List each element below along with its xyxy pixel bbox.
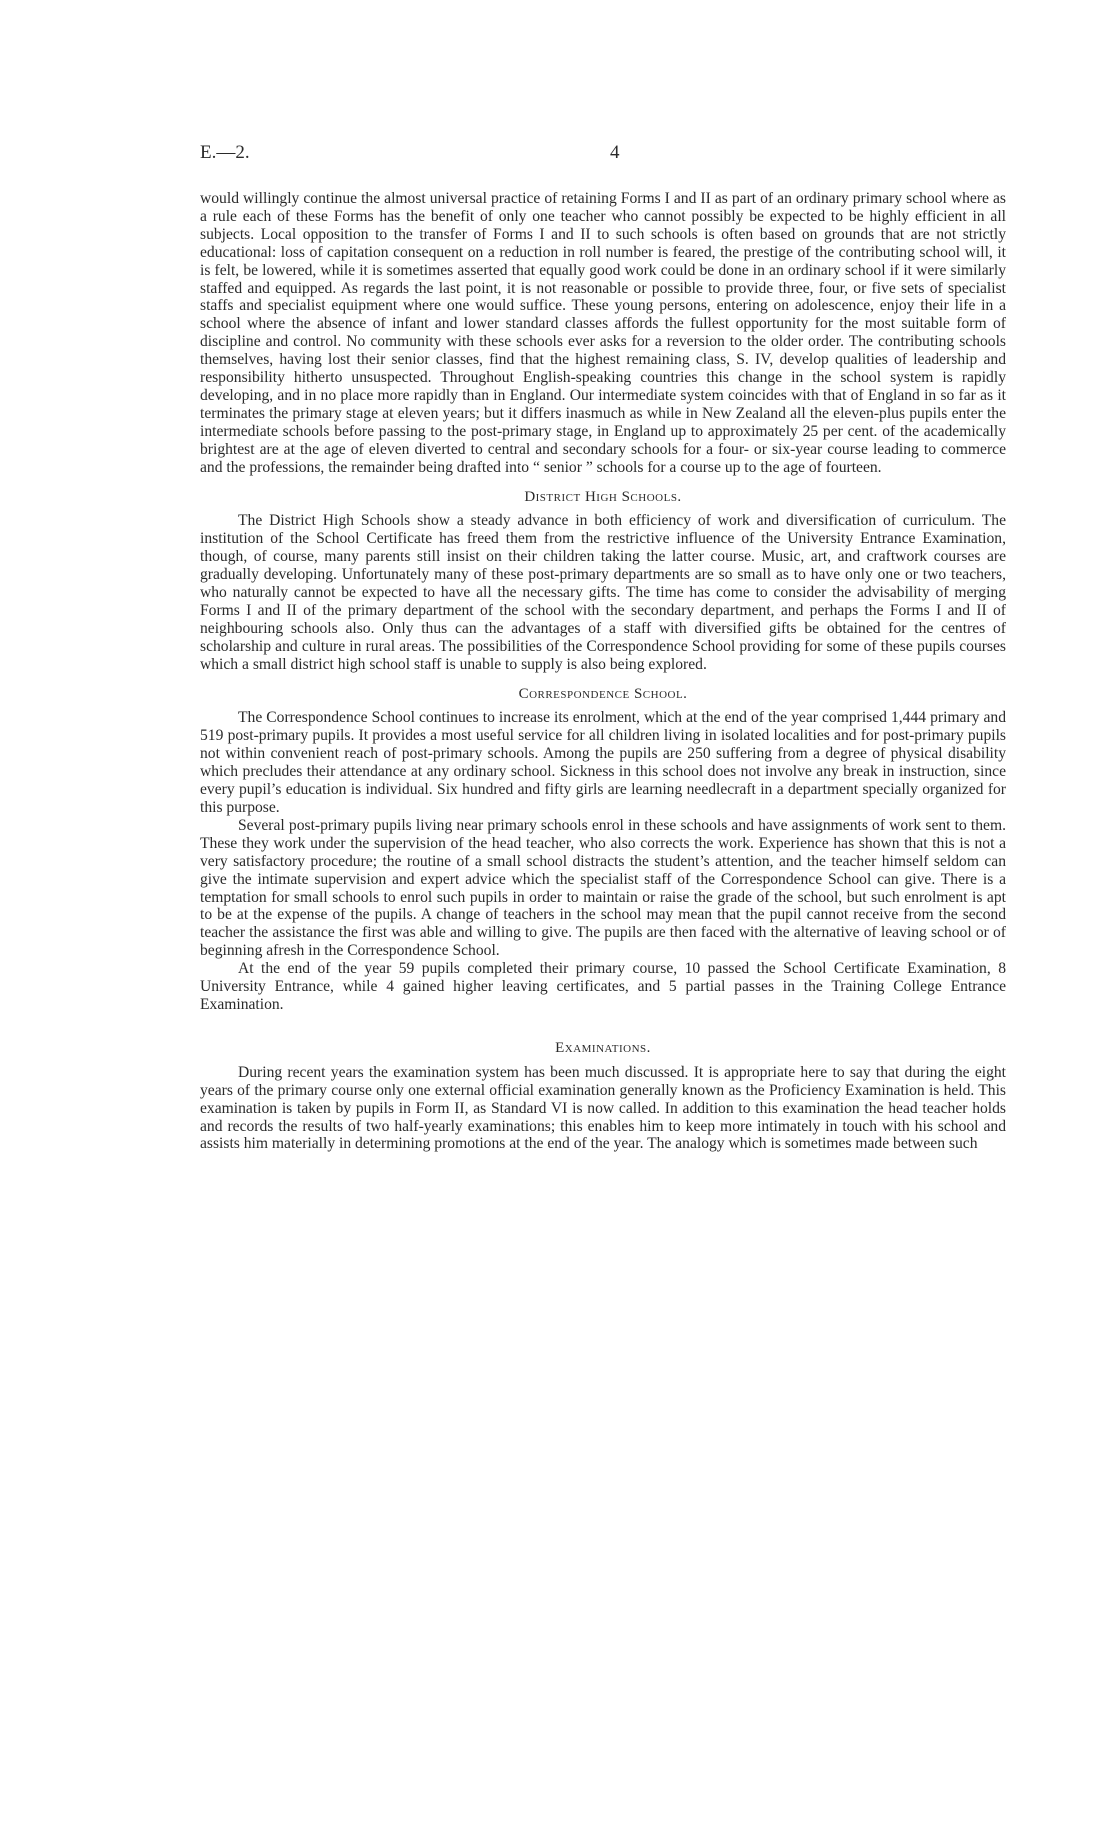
district-paragraph: The District High Schools show a steady advance in both efficiency of work and diversification of curriculum. The institution of the School Certificate has freed them from the restrictive influence of the University Entrance Examination, though, of course, many parents still insist on their children taking the latter course. Music, art, and craftwork courses are gradually developing. Unfortunately many of these post-primary departments are so small as to have only one or two teachers, who naturally cannot be expected to have all the necessary gifts. The time has come to consider the advisability of merging Forms I and II of the primary department of the school with the secondary department, and perhaps the Forms I and II of neighbouring schools also. Only thus can the advantages of a staff with diversified gifts be obtained for the centres of scholarship and culture in rural areas. The possibilities of the Correspondence School providing for some of these pupils courses which a small district high school staff is unable to supply is also being explored.	[200, 512, 1006, 673]
section-heading-correspondence-school: Correspondence School.	[518, 685, 688, 702]
section-heading-district-high-schools: District High Schools.	[524, 488, 682, 505]
intro-paragraph: would willingly continue the almost universal practice of retaining Forms I and II as part of an ordinary primary school where as a rule each of these Forms has the benefit of only one teacher who cannot possibly be expected to be highly efficient in all subjects. Local opposition to the transfer of Forms I and II to such schools is often based on grounds that are not strictly educational: loss of capitation consequent on a reduction in roll number is feared, the prestige of the contributing school will, it is felt, be lowered, while it is sometimes asserted that equally good work could be done in an ordinary school if it were similarly staffed and equipped. As regards the last point, it is not reasonable or possible to provide three, four, or five sets of specialist staffs and specialist equipment where one would suffice. These young persons, entering on adolescence, enjoy their life in a school where the absence of infant and lower standard classes affords the fullest opportunity for the most suitable form of discipline and control. No community with these schools ever asks for a reversion to the older order. The contributing schools themselves, having lost their senior classes, find that the highest remaining class, S. IV, develop qualities of leadership and responsibility hitherto unsuspected. Throughout English-speaking countries this change in the school system is rapidly developing, and in no place more rapidly than in England. Our intermediate system coincides with that of England in so far as it terminates the primary stage at eleven years; but it differs inasmuch as while in New Zealand all the eleven-plus pupils enter the intermediate schools before passing to the post-primary stage, in England up to approximately 25 per cent. of the academically brightest are at the age of eleven diverted to central and secondary schools for a four- or six-year course leading to commerce and the professions, the remainder being drafted into “ senior ” schools for a course up to the age of fourteen.	[200, 190, 1006, 476]
section-heading-examinations: Examinations.	[555, 1039, 651, 1056]
examinations-paragraph: During recent years the examination system has been much discussed. It is appropriate here to say that during the eight years of the primary course only one external official examination generally known as the Proficiency Examination is held. This examination is taken by pupils in Form II, as Standard VI is now called. In addition to this examination the head teacher holds and records the results of two half-yearly examinations; this enables him to keep more intimately in touch with his school and assists him materially in determining promotions at the end of the year. The analogy which is sometimes made between such	[200, 1063, 1006, 1153]
report-code: E.—2.	[200, 142, 250, 163]
page-number: 4	[610, 142, 620, 163]
correspondence-paragraph-1: The Correspondence School continues to increase its enrolment, which at the end of the year comprised 1,444 primary and 519 post-primary pupils. It provides a most useful service for all children living in isolated localities and for post-primary pupils not within convenient reach of post-primary schools. Among the pupils are 250 suffering from a degree of physical disability which precludes their attendance at any ordinary school. Sickness in this school does not involve any break in instruction, since every pupil’s education is individual. Six hundred and fifty girls are learning needlecraft in a department specially organized for this purpose.	[200, 709, 1006, 816]
correspondence-paragraph-2: Several post-primary pupils living near primary schools enrol in these schools and have assignments of work sent to them. These they work under the supervision of the head teacher, who also corrects the work. Experience has shown that this is not a very satisfactory procedure; the routine of a small school distracts the student’s attention, and the teacher himself seldom can give the intimate supervision and expert advice which the specialist staff of the Correspondence School can give. There is a temptation for small schools to enrol such pupils in order to maintain or raise the grade of the school, but such enrolment is apt to be at the expense of the pupils. A change of teachers in the school may mean that the pupil cannot receive from the second teacher the assistance the first was able and willing to give. The pupils are then faced with the alternative of leaving school or of beginning afresh in the Correspondence School.	[200, 816, 1006, 960]
page-header	[200, 142, 1020, 170]
document-body	[200, 190, 1006, 1153]
correspondence-paragraph-3: At the end of the year 59 pupils completed their primary course, 10 passed the School Certificate Examination, 8 University Entrance, while 4 gained higher leaving certificates, and 5 partial passes in the Training College Entrance Examination.	[200, 960, 1006, 1013]
